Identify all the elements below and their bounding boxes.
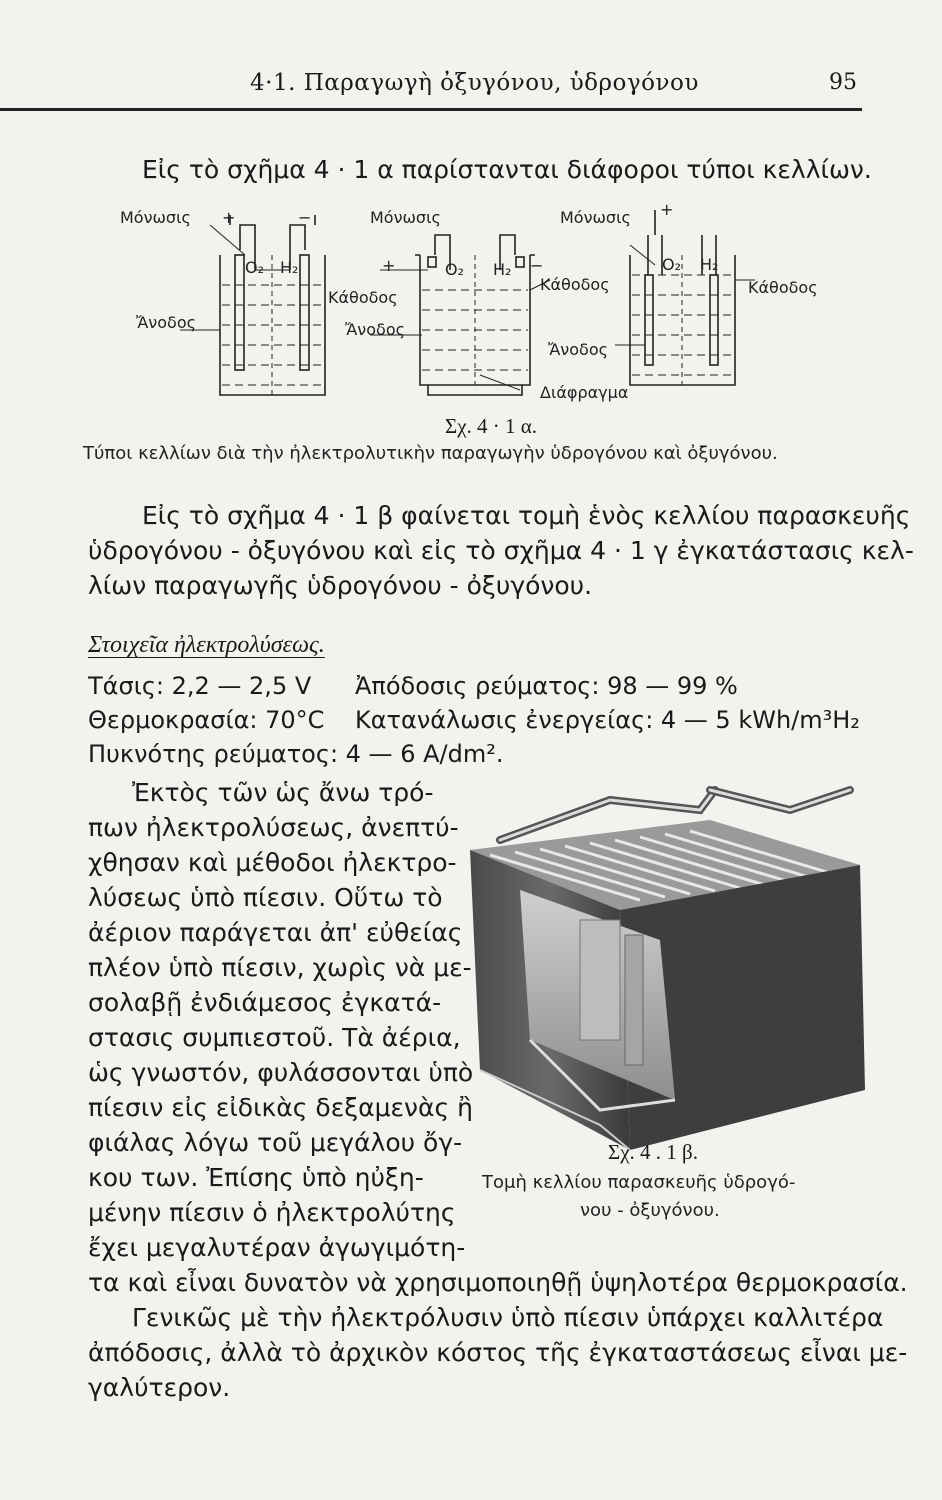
param-current-density: Πυκνότης ρεύματος: 4 — 6 A/dm². xyxy=(88,740,504,768)
label-c1-monosis: Μόνωσις xyxy=(120,208,191,227)
label-c1-o2: O₂ xyxy=(245,258,265,277)
figure-4-1b-caption-line1: Τομὴ κελλίου παρασκευῆς ὑδρογό- xyxy=(482,1172,796,1193)
label-c2-anodos-2: Ἄνοδος xyxy=(548,340,608,359)
label-c2-monosis: Μόνωσις xyxy=(370,208,441,227)
param-energy: Κατανάλωσις ἐνεργείας: 4 — 5 kWh/m³H₂ xyxy=(355,706,860,734)
para2-line: πων ἠλεκτρολύσεως, ἀνεπτύ- xyxy=(88,813,459,842)
para2-line: στασις συμπιεστοῦ. Τὰ ἀέρια, xyxy=(88,1023,461,1052)
para2-line: Ἐκτὸς τῶν ὡς ἄνω τρό- xyxy=(132,778,434,807)
label-c2-minus: − xyxy=(530,256,544,275)
figure-4-1b-number: Σχ. 4 . 1 β. xyxy=(608,1140,698,1164)
label-c1-anodos: Ἄνοδος xyxy=(136,313,196,332)
label-c3-kathodos: Κάθοδος xyxy=(748,278,818,297)
para2-line: πίεσιν εἰς εἰδικὰς δεξαμενὰς ἢ xyxy=(88,1093,473,1122)
para2-line: σολαβῇ ἐνδιάμεσος ἐγκατά- xyxy=(88,988,442,1017)
param-temperature: Θερμοκρασία: 70°C xyxy=(88,706,325,734)
page-number: 95 xyxy=(829,70,857,95)
intro-line: Εἰς τὸ σχῆμα 4 · 1 α παρίστανται διάφοροι τύποι κελλίων. xyxy=(142,155,872,184)
cell-2 xyxy=(370,235,550,395)
para2-line: ὡς γνωστόν, φυλάσσονται ὑπὸ xyxy=(88,1058,474,1087)
label-c3-h2: H₂ xyxy=(700,255,719,274)
para2-line: μένην πίεσιν ὁ ἠλεκτρολύτης xyxy=(88,1198,456,1227)
label-c3-monosis: Μόνωσις xyxy=(560,208,631,227)
figure-4-1a-diagram xyxy=(110,195,830,420)
label-c2-diafragma: Διάφραγμα xyxy=(540,383,629,402)
label-c2-h2: H₂ xyxy=(493,260,512,279)
figure-4-1a-number: Σχ. 4 · 1 α. xyxy=(445,414,538,438)
label-c2-kathodos: Κάθοδος xyxy=(540,275,610,294)
label-c1-minus: − xyxy=(298,208,312,227)
para2-line: ἔχει μεγαλυτέραν ἀγωγιμότη- xyxy=(88,1233,466,1262)
figure-4-1a-caption: Τύποι κελλίων διὰ τὴν ἠλεκτρολυτικὴν παραγωγὴν ὑδρογόνου καὶ ὀξυγόνου. xyxy=(83,443,778,464)
label-c1-kathodos: Κάθοδος xyxy=(328,288,398,307)
running-head: 4·1. Παραγωγὴ ὀξυγόνου, ὑδρογόνου xyxy=(250,70,699,96)
para2-wrapped xyxy=(88,775,473,1265)
cell-3 xyxy=(615,210,755,385)
para2-line: λύσεως ὑπὸ πίεσιν. Οὕτω τὸ xyxy=(88,883,443,912)
param-voltage: Τάσις: 2,2 — 2,5 V xyxy=(88,672,312,700)
label-c2-anodos: Ἄνοδος xyxy=(345,320,405,339)
para2-line: φιάλας λόγω τοῦ μεγάλου ὄγ- xyxy=(88,1128,463,1157)
param-efficiency: Ἀπόδοσις ρεύματος: 98 — 99 % xyxy=(355,672,738,700)
para1-line3: λίων παραγωγῆς ὑδρογόνου - ὀξυγόνου. xyxy=(88,571,593,600)
label-c1-h2: H₂ xyxy=(280,258,299,277)
header-rule xyxy=(0,108,862,111)
para1-line2: ὑδρογόνου - ὀξυγόνου καὶ εἰς τὸ σχῆμα 4 · 1 γ ἐγκατάστασις κελ- xyxy=(88,536,914,565)
label-c3-o2: O₂ xyxy=(662,255,682,274)
para2-continuation: τα καὶ εἶναι δυνατὸν νὰ χρησιμοποιηθῇ ὑψηλοτέρα θερμοκρασία. xyxy=(88,1268,908,1297)
para3-line2: ἀπόδοσις, ἀλλὰ τὸ ἀρχικὸν κόστος τῆς ἐγκαταστάσεως εἶναι με- xyxy=(88,1338,908,1367)
para2-line: πλέον ὑπὸ πίεσιν, χωρὶς νὰ με- xyxy=(88,953,472,982)
label-c2-o2: O₂ xyxy=(445,260,465,279)
para2-line: χθησαν καὶ μέθοδοι ἠλεκτρο- xyxy=(88,848,457,877)
para3-line3: γαλύτερον. xyxy=(88,1373,231,1402)
label-c3-plus: + xyxy=(660,200,674,219)
para1-line1: Εἰς τὸ σχῆμα 4 · 1 β φαίνεται τομὴ ἑνὸς κελλίου παρασκευῆς xyxy=(142,501,911,530)
figure-4-1b-caption-line2: νου - ὀξυγόνου. xyxy=(580,1200,720,1221)
cell-1 xyxy=(180,215,325,395)
label-c2-plus: + xyxy=(382,256,396,275)
para3-line1: Γενικῶς μὲ τὴν ἠλεκτρόλυσιν ὑπὸ πίεσιν ὑπάρχει καλλιτέρα xyxy=(132,1303,884,1332)
para2-line: ἀέριον παράγεται ἀπ' εὐθείας xyxy=(88,918,463,947)
section-title: Στοιχεῖα ἠλεκτρολύσεως. xyxy=(88,632,325,658)
figure-4-1b-illustration xyxy=(460,770,870,1160)
para2-line: κου των. Ἐπίσης ὑπὸ ηὐξη- xyxy=(88,1163,424,1192)
label-c1-plus: + xyxy=(222,208,236,227)
